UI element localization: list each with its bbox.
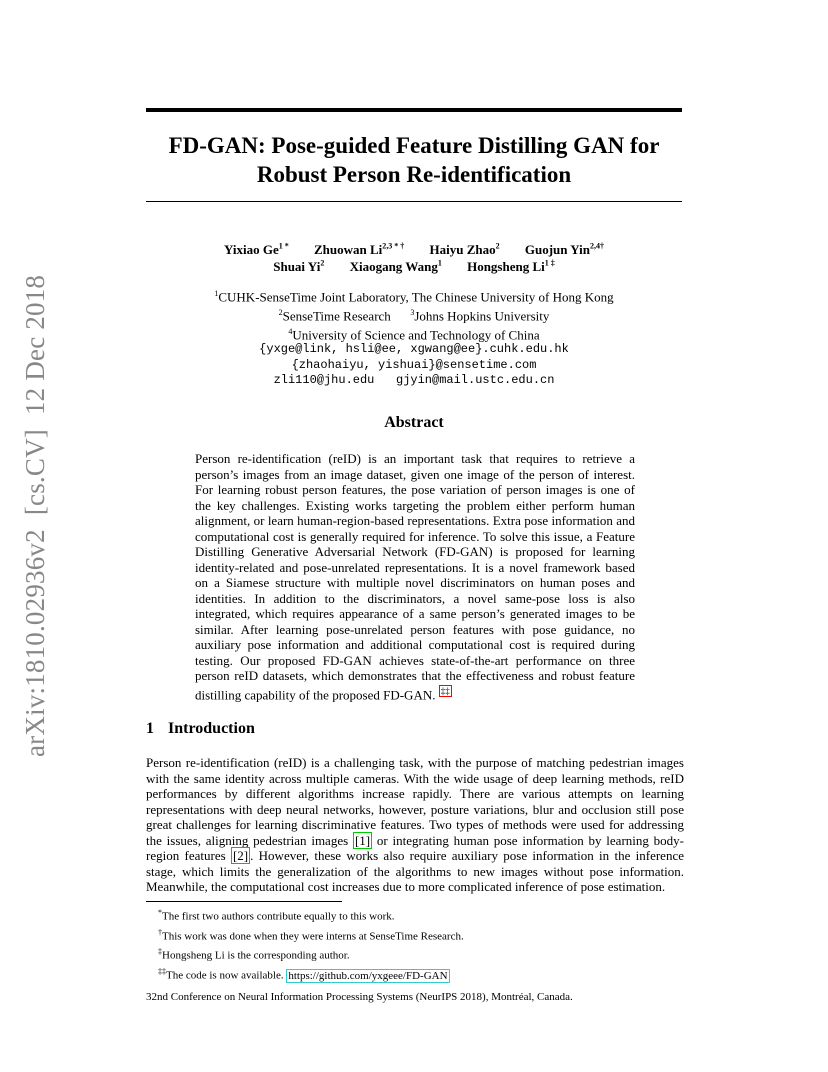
email-cuhk: {yxge@link, hsli@ee, xgwang@ee}.cuhk.edu.hk	[259, 342, 569, 357]
abstract-heading: Abstract	[384, 414, 444, 431]
footnote: *The first two authors contribute equally to this work.	[158, 908, 395, 923]
intro-paragraph: Person re-identification (reID) is a challenging task, with the purpose of matching pedestrian images with the same identity across multiple cameras. With the wide usage of deep learning methods, reID performances by different algorithms increase rapidly. There are various attempts on learning representations with deep neural networks, however, posture variations, blur and occlusion still pose great challenges for learning discriminative features. Two types of methods were used for addressing the issues, aligning pedestrian images [1] or integrating human pose information by learning body-region features [2] . However, these works also require auxiliary pose information in the inference stage, which limits the generalization of the algorithms to new images without pose information. Meanwhile, the computational cost increases due to more complicated inference of pose estimation.	[146, 755, 684, 894]
author: Xiaogang Wang$^1$	[349, 259, 442, 275]
author: Haiyu Zhao$^2$	[429, 242, 500, 258]
author: Guojun Yin$^{2,4\dagger}$	[524, 242, 605, 258]
email-sensetime: {zhaohaiyu, yishuai}@sensetime.com	[291, 357, 537, 372]
author: Hongsheng $Li^{1 \ddagger}$	[467, 259, 555, 275]
email-jhu-ustc: zli110@jhu.edu gjyin@mail.ustc.edu.cn	[273, 373, 555, 388]
title-rule-top	[146, 108, 682, 112]
affiliation-4: $^4$University of Science and Technology of China	[288, 326, 540, 342]
paper-title	[146, 131, 682, 189]
arxiv-date: 12 Dec 2018	[20, 274, 50, 416]
arxiv-category: [cs.CV]	[20, 429, 50, 516]
footnote-rule	[146, 901, 342, 902]
citation-link[interactable]: [1]	[354, 832, 371, 848]
affiliations	[146, 286, 682, 389]
section-heading: 1 Introduction	[146, 720, 255, 737]
conference-footer: 32nd Conference on Neural Information Processing Systems (NeurIPS 2018), Montréal, Canada.	[146, 991, 573, 1003]
footnote: †This work was done when they were interns at SenseTime Research.	[158, 927, 464, 943]
arxiv-side-stamp	[20, 261, 51, 757]
affiliation-1: $^1$CUHK-SenseTime Joint Laboratory, The Chinese University of Hong Kong	[214, 289, 614, 305]
title-line-2: Robust Person Re-identification	[256, 162, 572, 187]
footnotes	[158, 905, 464, 984]
title-line-1: FD-GAN: Pose-guided Feature Distilling GAN for	[168, 133, 660, 158]
footnote: ‡‡The code is now available. https://github.com/yxgeee/FD-GAN	[158, 966, 448, 982]
code-link[interactable]: https://github.com/yxgeee/FD-GAN	[288, 969, 448, 982]
author-row-2	[146, 255, 682, 275]
abstract-body: Person re-identification (reID) is an important task that requires to retrieve a person’s images from an image dataset, given one image of the person of interest. For learning robust person features, the pose variation of person images is one of the key challenges. Existing works targeting the problem either perform human alignment, or learn human-region-based representations. Extra pose information and computational cost is generally required for inference. To solve this issue, a Feature Distilling Generative Adversarial Network (FD-GAN) is proposed for learning identity-related and pose-unrelated representations. It is a novel framework based on a Siamese structure with multiple novel discriminators on human poses and identities. In addition to the discriminators, a novel same-pose loss is also integrated, which requires appearance of a same person’s generated images to be similar. After learning pose-unrelated person features with pose guidance, no auxiliary pose information and additional computational cost is required during testing. Our proposed FD-GAN achieves state-of-the-art performance on three person reID datasets, which demonstrates that the effectiveness and robust feature distilling capability of the proposed FD-GAN. ‡‡	[195, 451, 635, 702]
citation-link[interactable]: [2]	[232, 848, 249, 863]
title-rule-bottom	[146, 201, 682, 202]
footnote-link[interactable]: ‡‡	[440, 685, 450, 696]
arxiv-id: arXiv:1810.02936v2	[20, 529, 50, 757]
footnote: ‡Hongsheng Li is the corresponding author.	[158, 947, 350, 962]
author: Zhuowan $Li^{2,3 * \dagger}$	[313, 242, 405, 258]
author: Yixiao $Ge^{1 *}$	[223, 242, 289, 258]
affiliation-2-3: $^2$SenseTime Research $^3$Johns Hopkins University	[278, 307, 550, 324]
author: Shuai Yi$^2$	[273, 259, 325, 275]
